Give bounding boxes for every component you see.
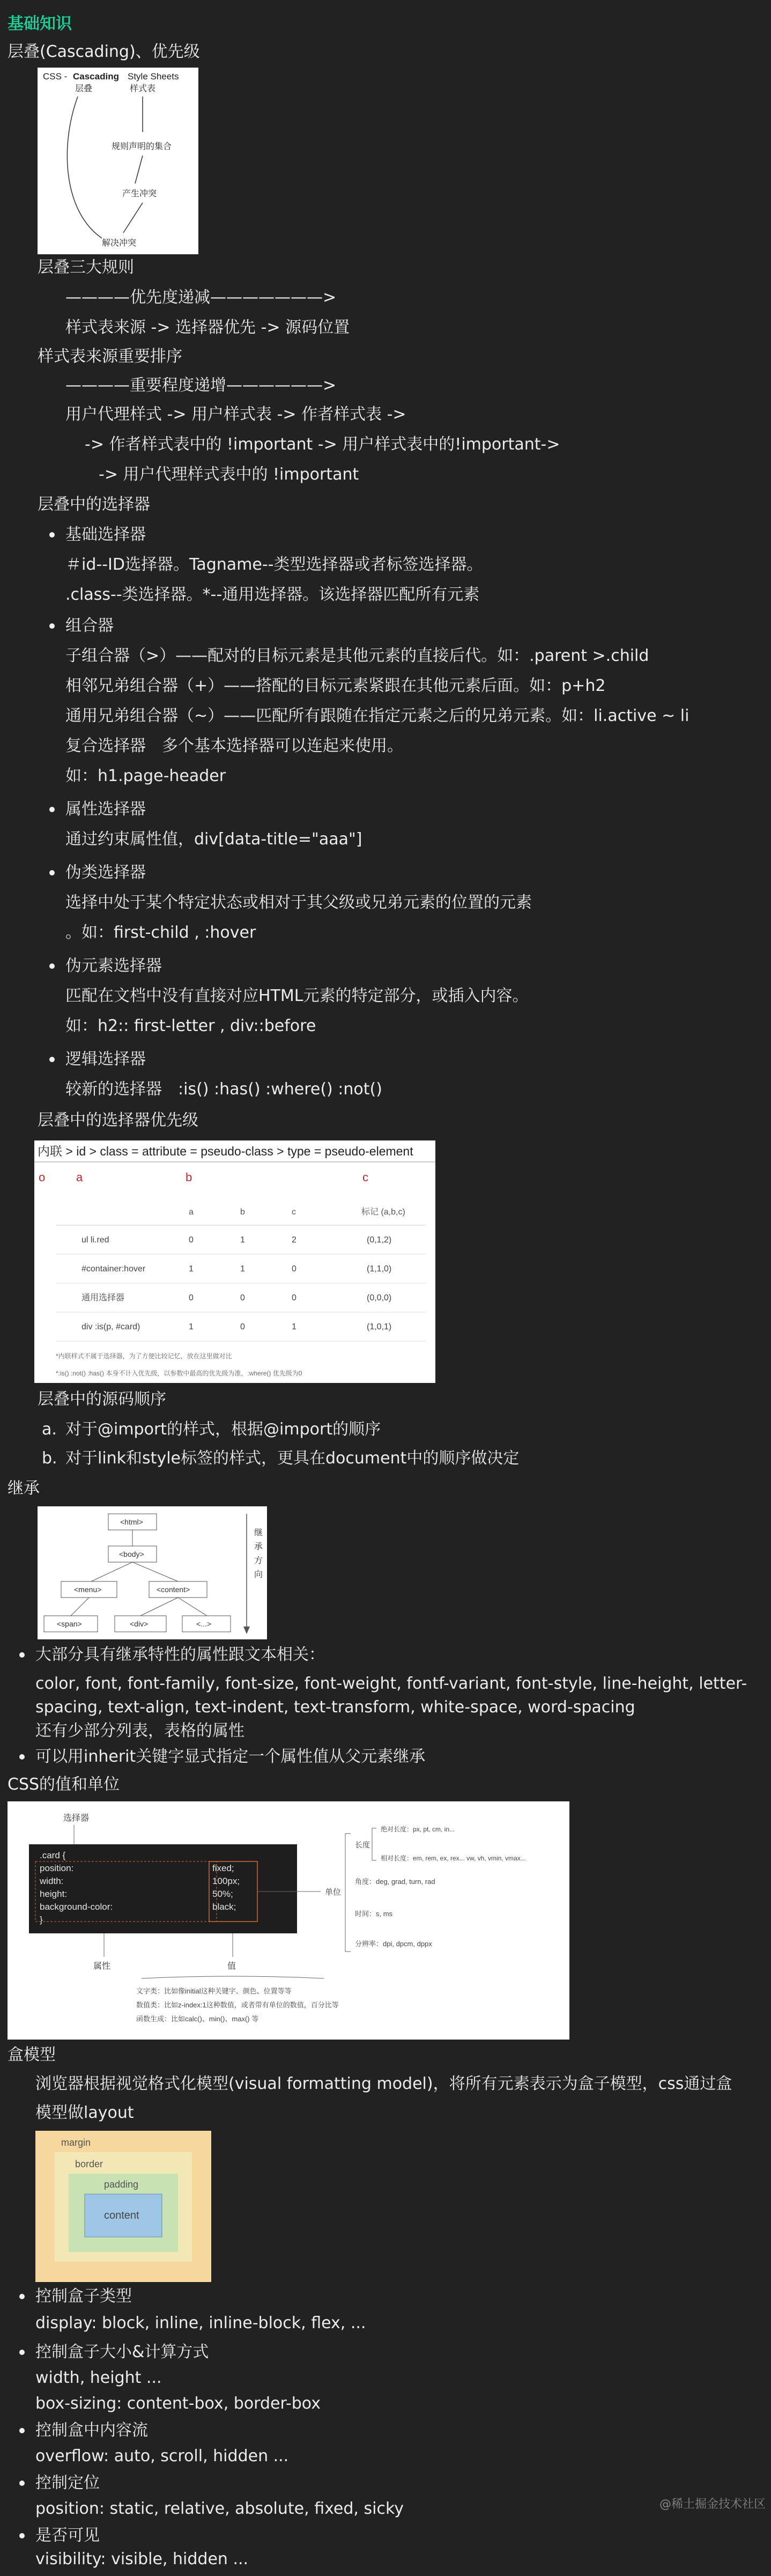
values-code-line-2: position: <box>40 1863 74 1873</box>
diagram-arrow-mid <box>135 156 143 183</box>
inherit-side-label-4: 向 <box>254 1570 263 1579</box>
logic-selector-line-1: 较新的选择器 :is() :has() :where() :not() <box>65 1080 382 1099</box>
values-code-value-1: fixed; <box>212 1863 234 1873</box>
inherit-side-label-3: 方 <box>254 1556 263 1565</box>
specificity-note-2: *:is() :not() :has() 本身不计入优先级，以参数中最高的优先级为准，:where() 优先级为0 <box>56 1370 302 1377</box>
specificity-row-2-mark: (1,1,0) <box>367 1264 392 1274</box>
values-length-abs: 绝对长度：px, pt, cm, in... <box>381 1826 455 1833</box>
values-code-line-5: background-color: <box>40 1902 113 1912</box>
combinator-line-4: 复合选择器 多个基本选择器可以连起来使用。 <box>65 737 403 755</box>
values-label-selector: 选择器 <box>63 1814 90 1823</box>
page-title: 基础知识 <box>8 14 72 33</box>
combinator-line-5: 如：h1.page-header <box>65 767 226 785</box>
attr-selector-line-1: 通过约束属性值，div[data-title="aaa"] <box>65 830 362 849</box>
pseudo-element-line-1: 匹配在文档中没有直接对应HTML元素的特定部分，或插入内容。 <box>65 987 529 1005</box>
specificity-note-1: *内联样式不属于选择器，为了方便比较记忆，放在这里做对比 <box>56 1352 232 1360</box>
combinator-line-1: 子组合器（>）——配对的目标元素是其他元素的直接后代。如：.parent >.child <box>65 646 649 665</box>
diagram-arrow-left <box>67 97 102 238</box>
box-label-margin: margin <box>61 2137 91 2148</box>
box-label-border: border <box>75 2159 103 2169</box>
specificity-col-mark: 标记 (a,b,c) <box>361 1208 405 1217</box>
specificity-header: 内联 > id > class = attribute = pseudo-class > type = pseudo-element <box>38 1144 413 1158</box>
values-code-value-2: 100px; <box>212 1876 240 1886</box>
three-rules-title: 层叠三大规则 <box>38 258 134 277</box>
priority-title: 层叠中的选择器优先级 <box>38 1111 198 1130</box>
inherit-bullet-1-line-3: 还有少部分列表，表格的属性 <box>35 1721 244 1740</box>
box-item-2-title: 控制盒子大小&计算方式 <box>35 2340 209 2364</box>
diagram-label-stylesheet: Style Sheets <box>128 71 179 82</box>
values-kw-3: 函数生成：比如calc()、min()、max() 等 <box>136 2015 259 2023</box>
pseudo-class-line-1: 选择中处于某个特定状态或相对于其父级或兄弟元素的位置的元素 <box>65 893 532 912</box>
values-units-label: 单位 <box>325 1888 342 1897</box>
diagram-label-cascading: Cascading <box>73 71 119 82</box>
inherit-bullet-1-line-1: color, font, font-family, font-size, font-weight, fontf-variant, font-style, line-height, letter- <box>35 1674 747 1693</box>
specificity-row-2-b: 1 <box>240 1264 245 1274</box>
values-angle: 角度：deg, grad, turn, rad <box>355 1878 435 1886</box>
box-item-3-line-1: overflow: auto, scroll, hidden ... <box>35 2447 289 2465</box>
source-order-item-b: 对于link和style标签的样式，更具在document中的顺序做决定 <box>65 1449 520 1468</box>
specificity-letter-a: a <box>76 1171 83 1184</box>
values-code-line-1: .card { <box>40 1850 66 1860</box>
diagram-node-rules: 规则声明的集合 <box>112 142 172 151</box>
basic-selector-line-2: .class--类选择器。*--通用选择器。该选择器匹配所有元素 <box>65 585 480 604</box>
inherit-bullet-2: 可以用inherit关键字显式指定一个属性值从父元素继承 <box>35 1745 425 1769</box>
diagram-label-css: CSS - <box>43 71 68 82</box>
three-rules-arrow: ————优先度递减———————> <box>65 288 337 307</box>
specificity-row-3-b: 0 <box>240 1293 245 1302</box>
specificity-row-3-a: 0 <box>189 1293 194 1302</box>
specificity-row-1-mark: (0,1,2) <box>367 1235 392 1245</box>
values-kw-2: 数值类：比如z-index:1这种数值，或者带有单位的数值，百分比等 <box>136 2001 339 2009</box>
diagram-node-conflict: 产生冲突 <box>122 189 157 198</box>
cascade-diagram <box>38 68 198 254</box>
specificity-row-2-a: 1 <box>189 1264 194 1274</box>
specificity-row-4-mark: (1,0,1) <box>367 1322 392 1331</box>
diagram-label-sheet-cn: 样式表 <box>130 84 156 93</box>
inherit-bullet-1-line-2: spacing, text-align, text-indent, text-transform, white-space, word-spacing <box>35 1698 635 1717</box>
combinator-line-2: 相邻兄弟组合器（+）——搭配的目标元素紧跟在其他元素后面。如：p+h2 <box>65 676 606 695</box>
values-code-value-3: 50%; <box>212 1889 233 1899</box>
source-order-title: 样式表来源重要排序 <box>38 347 182 366</box>
specificity-col-a: a <box>189 1208 194 1217</box>
specificity-row-1-name: ul li.red <box>81 1235 109 1245</box>
pseudo-element-title: 伪元素选择器 <box>65 954 162 978</box>
specificity-row-3-name: 通用选择器 <box>81 1293 125 1302</box>
combinator-title: 组合器 <box>65 614 114 638</box>
basic-selector-title: 基础选择器 <box>65 522 146 547</box>
values-code-line-3: width: <box>40 1876 64 1886</box>
diagram-node-resolve: 解决冲突 <box>102 239 137 248</box>
attr-selector-title: 属性选择器 <box>65 797 146 821</box>
values-time: 时间：s, ms <box>355 1910 393 1918</box>
pseudo-element-line-2: 如：h2:: first-letter , div::before <box>65 1017 316 1035</box>
specificity-letter-b: b <box>186 1171 192 1184</box>
specificity-figure <box>34 1140 435 1383</box>
cascade-heading: 层叠(Cascading)、优先级 <box>8 42 200 61</box>
box-model-diagram <box>35 2131 211 2282</box>
inherit-node-html-label: <html> <box>120 1518 143 1526</box>
specificity-row-4-c: 1 <box>292 1322 296 1331</box>
values-code-value-4: black; <box>212 1902 236 1912</box>
box-intro-line-2: 模型做layout <box>35 2103 134 2122</box>
source-order-arrow: ————重要程度递增——————> <box>65 376 337 395</box>
source-order-section-title: 层叠中的源码顺序 <box>38 1390 166 1409</box>
values-resolution: 分辨率：dpi, dpcm, dppx <box>355 1940 432 1948</box>
specificity-row-2-c: 0 <box>292 1264 296 1274</box>
pseudo-class-title: 伪类选择器 <box>65 860 146 885</box>
inherit-diagram <box>38 1506 267 1639</box>
three-rules-order: 样式表来源 -> 选择器优先 -> 源码位置 <box>65 318 350 337</box>
specificity-row-1-a: 0 <box>189 1235 194 1245</box>
inherit-node-div-label: <div> <box>130 1620 149 1628</box>
diagram-arrow-bottom <box>123 203 143 233</box>
box-label-padding: padding <box>104 2179 139 2190</box>
inherit-heading: 继承 <box>8 1479 40 1498</box>
box-item-1-line-1: display: block, inline, inline-block, flex, ... <box>35 2314 366 2332</box>
values-label-value: 值 <box>227 1962 236 1971</box>
inherit-side-label-2: 承 <box>254 1542 263 1551</box>
values-length-rel: 相对长度：em, rem, ex, rex... vw, vh, vmin, vmax... <box>381 1854 526 1862</box>
specificity-row-4-name: div :is(p, #card) <box>81 1322 140 1331</box>
box-item-2-line-1: width, height ... <box>35 2368 162 2387</box>
box-item-1-title: 控制盒子类型 <box>35 2284 132 2308</box>
source-order-line-3: -> 用户代理样式表中的 !important <box>99 465 359 484</box>
source-order-item-a-marker: a. <box>42 1420 57 1439</box>
inherit-node-body-label: <body> <box>119 1550 144 1558</box>
combinator-line-3: 通用兄弟组合器（~）——匹配所有跟随在指定元素之后的兄弟元素。如：li.active ~ li <box>65 706 690 725</box>
diagram-label-layer: 层叠 <box>75 84 93 93</box>
logic-selector-title: 逻辑选择器 <box>65 1047 146 1071</box>
box-label-content: content <box>104 2210 139 2221</box>
box-item-5-title: 是否可见 <box>35 2523 100 2548</box>
values-length-label: 长度 <box>355 1841 370 1849</box>
inherit-node-menu-label: <menu> <box>74 1585 102 1594</box>
values-code-line-4: height: <box>40 1889 68 1899</box>
specificity-row-2-name: #container:hover <box>81 1264 146 1274</box>
specificity-col-c: c <box>292 1208 296 1217</box>
box-item-4-title: 控制定位 <box>35 2471 100 2495</box>
inherit-bullet-1-title: 大部分具有继承特性的属性跟文本相关： <box>35 1643 325 1667</box>
specificity-col-b: b <box>240 1208 245 1217</box>
values-heading: CSS的值和单位 <box>8 1775 120 1794</box>
cascade-diagram-svg <box>38 68 198 254</box>
values-diagram-svg <box>8 1801 569 2040</box>
values-kw-1: 文字类：比如像initial这种关键字、颜色、位置等等 <box>136 1987 292 1995</box>
specificity-row-3-mark: (0,0,0) <box>367 1293 392 1302</box>
inherit-side-label-1: 继 <box>254 1528 263 1537</box>
box-heading: 盒模型 <box>8 2045 56 2064</box>
specificity-letter-c: c <box>362 1171 368 1184</box>
basic-selector-line-1: ＃id--ID选择器。Tagname--类型选择器或者标签选择器。 <box>65 555 483 574</box>
specificity-row-1-b: 1 <box>240 1235 245 1245</box>
box-intro-line-1: 浏览器根据视觉格式化模型(visual formatting model)，将所有元素表示为盒子模型，css通过盒 <box>35 2074 732 2093</box>
pseudo-class-line-2: 。如：first-child , :hover <box>65 923 256 942</box>
source-order-item-b-marker: b. <box>42 1449 57 1468</box>
inherit-diagram-svg <box>38 1506 267 1639</box>
specificity-row-4-b: 0 <box>240 1322 245 1331</box>
specificity-row-3-c: 0 <box>292 1293 296 1302</box>
values-code-block <box>29 1844 297 1933</box>
inherit-node-more-label: <...> <box>196 1620 212 1628</box>
values-diagram <box>8 1801 569 2040</box>
box-item-5-line-1: visibility: visible, hidden ... <box>35 2550 249 2568</box>
box-item-4-line-1: position: static, relative, absolute, fixed, sicky <box>35 2499 404 2518</box>
values-label-property: 属性 <box>93 1962 111 1971</box>
box-item-3-title: 控制盒中内容流 <box>35 2418 148 2442</box>
specificity-letter-o: o <box>39 1171 46 1184</box>
watermark: @稀土掘金技术社区 <box>659 2498 766 2511</box>
box-item-2-line-2: box-sizing: content-box, border-box <box>35 2394 321 2413</box>
source-order-line-1: 用户代理样式 -> 用户样式表 -> 作者样式表 -> <box>65 405 406 424</box>
source-order-item-a: 对于@import的样式，根据@import的顺序 <box>65 1420 381 1439</box>
inherit-node-content-label: <content> <box>157 1585 190 1594</box>
values-code-line-6: } <box>40 1915 43 1925</box>
source-order-line-2: -> 作者样式表中的 !important -> 用户样式表中的!important-> <box>85 435 560 454</box>
selectors-title: 层叠中的选择器 <box>38 495 150 514</box>
box-model-svg <box>35 2131 211 2282</box>
specificity-figure-svg <box>34 1140 435 1383</box>
specificity-row-1-c: 2 <box>292 1235 296 1245</box>
specificity-row-4-a: 1 <box>189 1322 194 1331</box>
inherit-node-span-label: <span> <box>57 1620 82 1628</box>
